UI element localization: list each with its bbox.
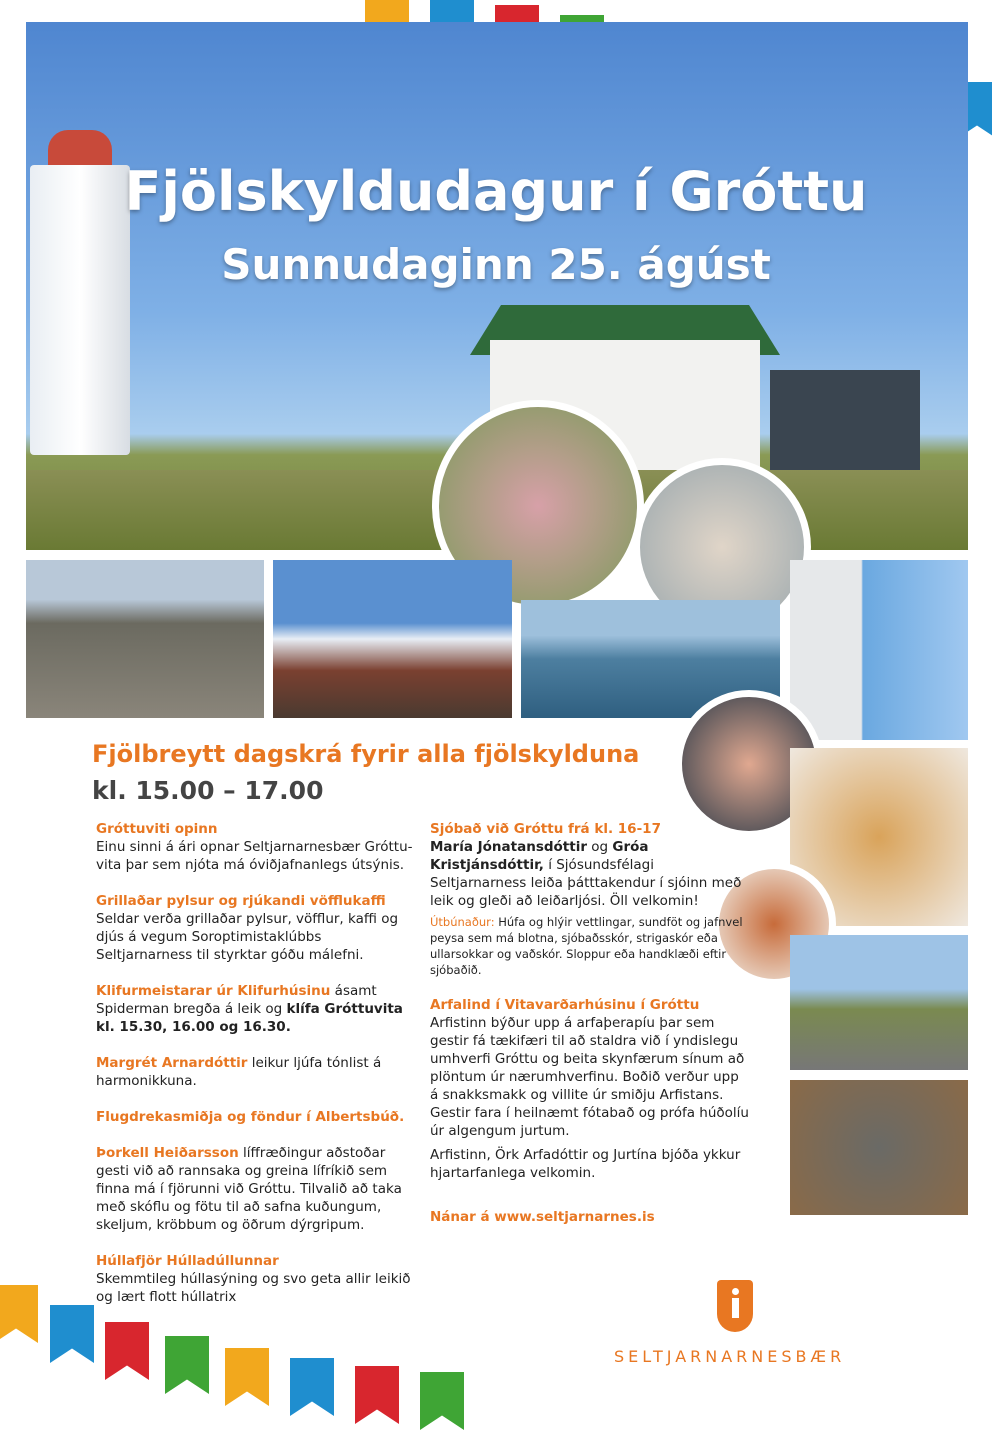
event-accordion: Margrét Arnardóttir leikur ljúfa tónlist á harmonikkuna. [96, 1055, 382, 1089]
photo-accordion [790, 935, 968, 1070]
poster-title: Fjölskyldudagur í Gróttu [124, 160, 868, 223]
event-biologist: Þorkell Heiðarsson líffræðingur aðstoðar gesti við að rannsaka og greina lífríkið sem finna má í fjörunni við Gróttu. Tilvalið að taka með skóflu og fötu til að safna kuðungum, skeljum, kröbbum og öðrum dýrgripum. [96, 1145, 402, 1233]
event-lighthouse-open: Gróttuviti opinn Einu sinni á ári opnar Seltjarnarnesbær Gróttu-vita þar sem njóta má óviðjafnanlegs útsýnis. [96, 821, 413, 873]
program-right-column [430, 820, 750, 1244]
event-arfalind: Arfalind í Vitavarðarhúsinu í Gróttu Arfistinn býður upp á arfaþerapíu þar sem gestir fá tækifæri til að staldra við í yndislegu umhverfi Gróttu og beita skynfærum sínum að plöntum úr nærumhverfinu. Boðið verður upp á snakksmakk og villite úr smiðju Arfistans. Gestir fara í heilnæmt fótabað og prófa húðolíu úr algengum jurtum. [430, 997, 749, 1139]
sea-bath-gear: Útbúnaður: Húfa og hlýir vettlingar, sundföt og jafnvel peysa sem má blotna, sjóbaðsskór, strigaskór eða ullarsokkar og vaðskór. Sloppur eða handklæði eftir sjóbaðið. [430, 915, 743, 977]
seltjarnarnes-wordmark: SELTJARNARNESBÆR [614, 1347, 846, 1366]
photo-footbath-herbs [790, 1080, 968, 1215]
event-climbers: Klifurmeistarar úr Klifurhúsinu ásamt Spiderman bregða á leik og klífa Gróttuvita kl. 15.30, 16.00 og 16.30. [96, 983, 403, 1035]
event-sea-bath: Sjóbað við Gróttu frá kl. 16-17 María Jónatansdóttir og Gróa Kristjánsdóttir, í Sjósundsfélagi Seltjarnarness leiða þátttakendur í sjóinn með leik og gleði að leiðarljósi. Öll velkomin! [430, 821, 742, 909]
photo-beach-family [26, 560, 264, 718]
event-hula: Húllafjör Húlladúllunnar Skemmtileg húllasýning og svo geta allir leikið og lært flott húllatrix [96, 1253, 411, 1305]
program-heading: Fjölbreytt dagskrá fyrir alla fjölskylduna [92, 740, 640, 768]
event-kite-workshop: Flugdrekasmiðja og föndur í Albertsbúð. [96, 1109, 405, 1125]
seltjarnarnes-shield-logo [717, 1280, 753, 1332]
photo-spiderman-climb [790, 560, 968, 740]
program-left-column [96, 820, 416, 1324]
photo-child-kite [273, 560, 512, 718]
program-time: kl. 15.00 – 17.00 [92, 776, 324, 805]
poster-date: Sunnudaginn 25. ágúst [221, 240, 771, 289]
bunting-bottom [0, 1270, 520, 1403]
arfalind-closing: Arfistinn, Örk Arfadóttir og Jurtína bjóða ykkur hjartarfanlega velkomin. [430, 1147, 741, 1181]
event-grill-waffles: Grillaðar pylsur og rjúkandi vöfflukaffi Seldar verða grillaðar pylsur, vöfflur, kaffi og djús á vegum Soroptimistaklúbbs Seltjarnarness til styrktar góðu málefni. [96, 893, 399, 963]
more-info-link[interactable]: Nánar á www.seltjarnarnes.is [430, 1209, 655, 1225]
